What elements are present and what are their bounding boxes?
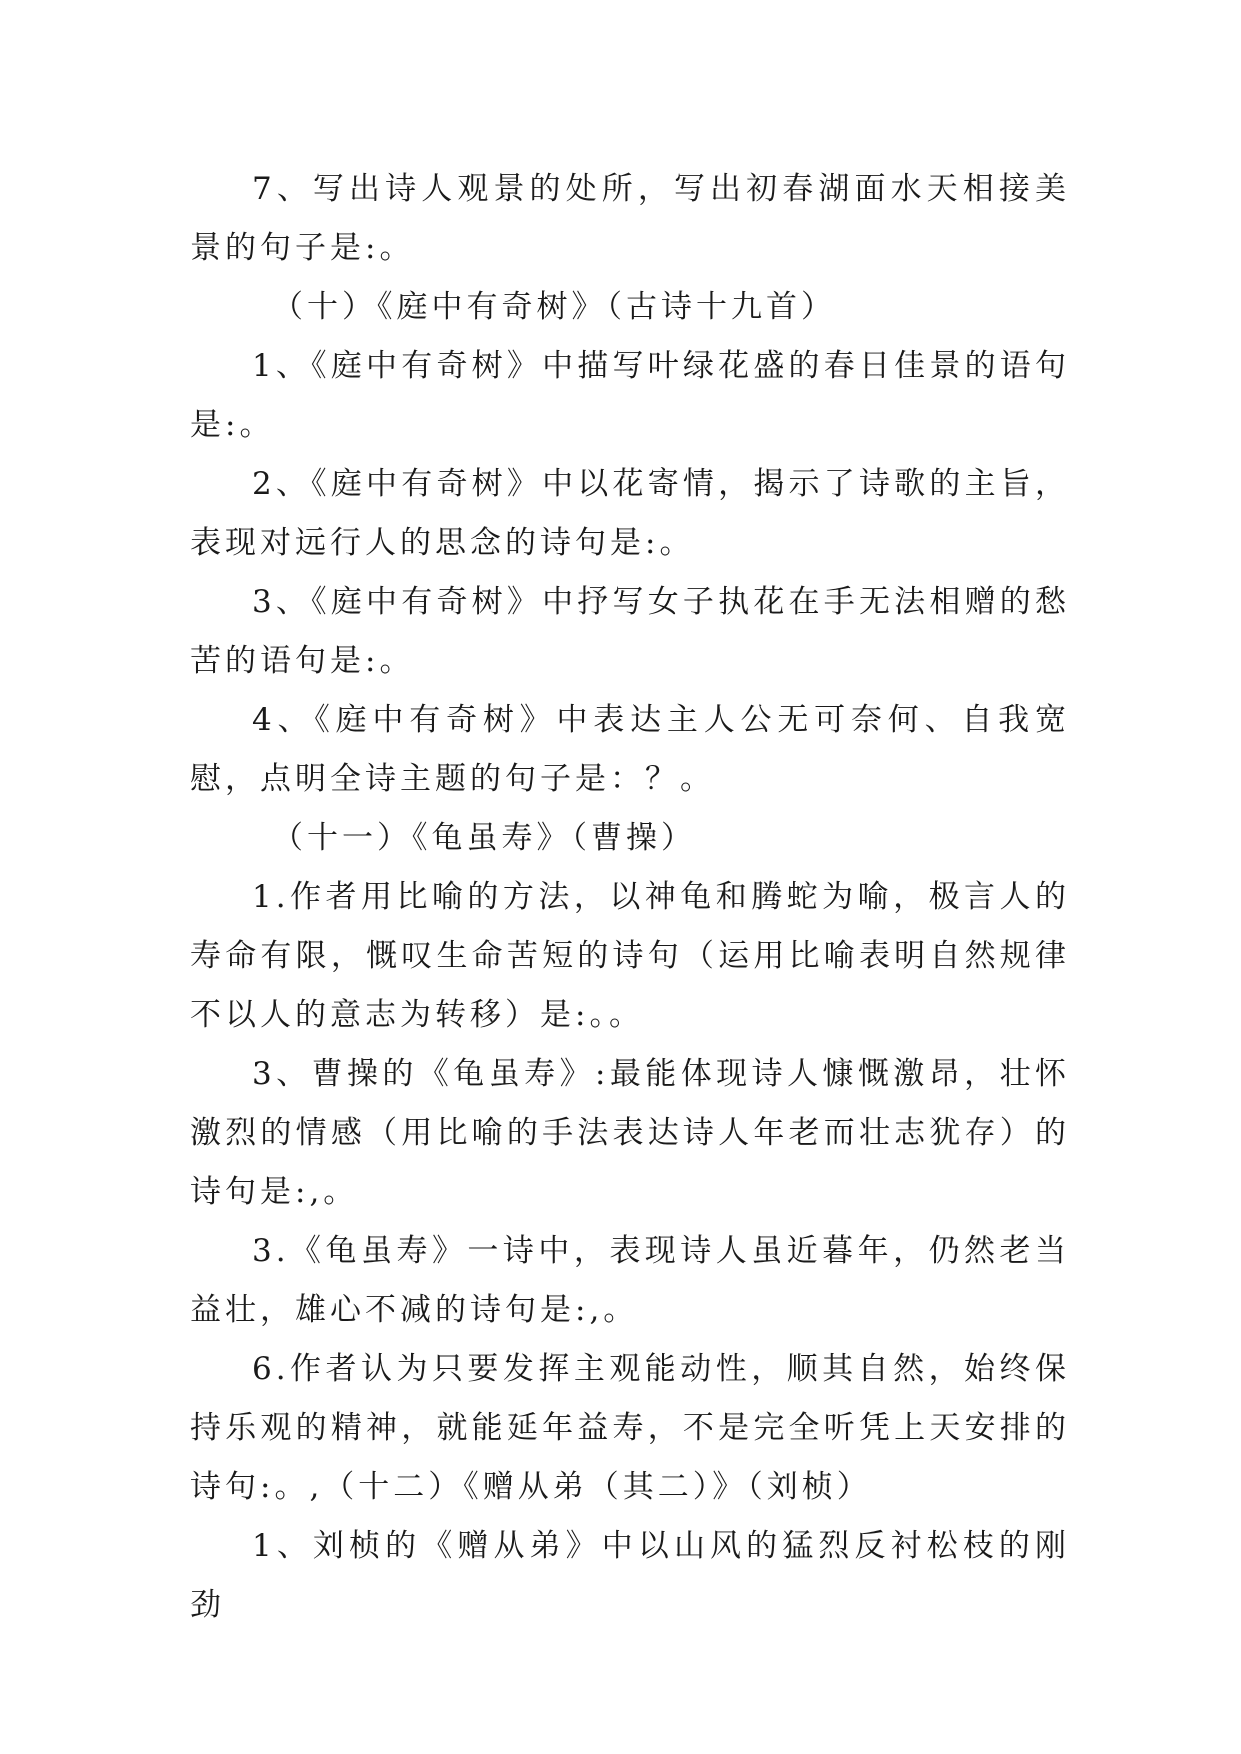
paragraph-q1-spring-scene: 1、《庭中有奇树》中描写叶绿花盛的春日佳景的语句是:。 [190, 348, 1070, 443]
paragraph-q3-sorrow: 3、《庭中有奇树》中抒写女子执花在手无法相赠的愁苦的语句是:。 [190, 584, 1070, 679]
paragraph-q1-metaphor: 1.作者用比喻的方法，以神龟和腾蛇为喻，极言人的寿命有限，慨叹生命苦短的诗句（运用比喻表明自然规律不以人的意志为转移）是:。。 [190, 879, 1070, 1033]
paragraph-q7-view-scenery: 7、写出诗人观景的处所，写出初春湖面水天相接美景的句子是:。 [190, 171, 1070, 266]
paragraph-q3-old-age: 3.《龟虽寿》一诗中，表现诗人虽近暮年，仍然老当益壮，雄心不减的诗句是:,。 [190, 1233, 1070, 1328]
paragraph-q2-theme: 2、《庭中有奇树》中以花寄情，揭示了诗歌的主旨，表现对远行人的思念的诗句是:。 [190, 466, 1070, 561]
paragraph-q1-pine: 1、刘桢的《赠从弟》中以山风的猛烈反衬松枝的刚劲 [190, 1528, 1070, 1623]
section-heading-11: （十一）《龟虽寿》（曹操） [272, 820, 696, 856]
paragraph-q6-longevity: 6.作者认为只要发挥主观能动性，顺其自然，始终保持乐观的精神，就能延年益寿，不是完全听凭上天安排的诗句:。,（十二）《赠从弟（其二）》（刘桢） [190, 1351, 1070, 1505]
paragraph-q4-self-comfort: 4、《庭中有奇树》中表达主人公无可奈何、自我宽慰，点明全诗主题的句子是：？。 [190, 702, 1070, 797]
document-body [190, 160, 1070, 1635]
paragraph-q3-ambition: 3、曹操的《龟虽寿》:最能体现诗人慷慨激昂，壮怀激烈的情感（用比喻的手法表达诗人年老而壮志犹存）的诗句是:,。 [190, 1056, 1070, 1210]
section-heading-10: （十）《庭中有奇树》（古诗十九首） [272, 289, 836, 325]
